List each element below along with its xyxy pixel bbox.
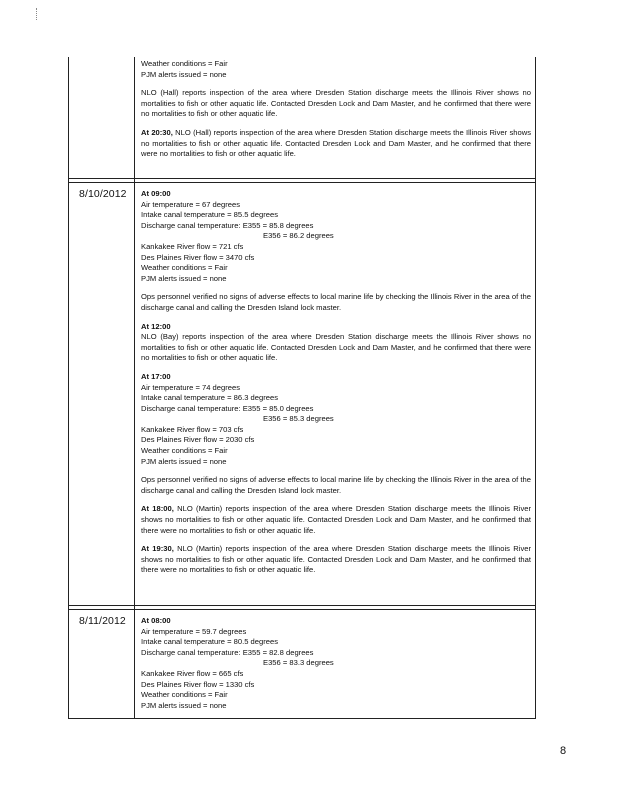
reading-line: Air temperature = 59.7 degrees [141,626,247,636]
date-cell-0810: 8/10/2012 [79,188,127,200]
time-1800: At 18:00, [141,504,174,514]
reading-line: Discharge canal temperature: E355 = 82.8 degrees [141,647,314,657]
entry-0810 [141,189,531,584]
reading-line: PJM alerts issued = none [141,700,227,710]
inspection-text-1800: NLO (Martin) reports inspection of the area where Dresden Station discharge meets the Illinois River shows no mortalities to fish or other aquatic life. Contacted Dresden Lock and Dam Master, and he confirmed that there were no mortalities to fish or other aquatic life. [141,504,531,535]
time-1930: At 19:30, [141,544,174,554]
reading-line: Kankakee River flow = 721 cfs [141,241,244,251]
page-number: 8 [560,745,567,757]
reading-line: Kankakee River flow = 703 cfs [141,424,244,434]
entry-continued [141,59,531,168]
inspection-text-2030: NLO (Hall) reports inspection of the area where Dresden Station discharge meets the Illinois River shows no mortalities to fish or other aquatic life. Contacted Dresden Lock and Dam Master, and he confirmed that there were no mortalities to fish or other aquatic life. [141,127,531,159]
time-2030: At 20:30, [141,127,173,137]
reading-line: PJM alerts issued = none [141,456,227,466]
reading-line: Weather conditions = Fair [141,690,228,700]
ops-paragraph: Ops personnel verified no signs of adverse effects to local marine life by checking the Illinois River in the area of the discharge canal and calling the Dresden Island lock master. [141,292,531,312]
inspection-text-1930: NLO (Martin) reports inspection of the area where Dresden Station discharge meets the Illinois River shows no mortalities to fish or other aquatic life. Contacted Dresden Lock and Dam Master, and he confirmed that there were no mortalities to fish or other aquatic life. [141,544,531,575]
ops-paragraph-2: Ops personnel verified no signs of adverse effects to local marine life by checking the Illinois River in the area of the discharge canal and calling the Dresden Island lock master. [141,475,531,495]
reading-line: Discharge canal temperature: E355 = 85.0 degrees [141,403,314,413]
reading-line: Intake canal temperature = 86.3 degrees [141,393,278,403]
log-table [68,57,536,719]
reading-line: Discharge canal temperature: E355 = 85.8 degrees [141,220,314,230]
inspection-paragraph-1800 [141,504,531,536]
reading-line: Air temperature = 67 degrees [141,199,240,209]
time-0900: At 09:00 [141,189,171,198]
reading-line-e356: E356 = 83.3 degrees [263,658,334,668]
reading-line-e356: E356 = 86.2 degrees [263,231,334,241]
reading-line: Kankakee River flow = 665 cfs [141,668,244,678]
reading-line: Weather conditions = Fair [141,263,228,273]
inspection-paragraph-2030 [141,128,531,160]
reading-line: Des Plaines River flow = 2030 cfs [141,435,255,445]
time-1200: At 12:00 [141,321,171,331]
column-divider [134,57,135,718]
row-separator [69,178,535,183]
inspection-paragraph: NLO (Hall) reports inspection of the area where Dresden Station discharge meets the Illinois River shows no mortalities to fish or other aquatic life. Contacted Dresden Lock and Dam Master, and he confirmed that there were no mortalities to fish or other aquatic life. [141,88,531,119]
reading-line: Weather conditions = Fair [141,446,228,456]
time-1700: At 17:00 [141,371,171,381]
reading-line: PJM alerts issued = none [141,273,227,283]
reading-line: Air temperature = 74 degrees [141,382,240,392]
reading-line: Des Plaines River flow = 1330 cfs [141,679,255,689]
time-0800: At 08:00 [141,616,171,625]
scan-mark [36,8,38,20]
reading-line: Intake canal temperature = 85.5 degrees [141,210,278,220]
pjm-line: PJM alerts issued = none [141,69,227,79]
inspection-paragraph-1930 [141,544,531,576]
reading-line: Intake canal temperature = 80.5 degrees [141,637,278,647]
inspection-paragraph-1200: NLO (Bay) reports inspection of the area where Dresden Station discharge meets the Illinois River shows no mortalities to fish or other aquatic life. Contacted Dresden Lock and Dam Master, and he confirmed that there were no mortalities to fish or other aquatic life. [141,332,531,363]
reading-line: Des Plaines River flow = 3470 cfs [141,252,255,262]
row-separator [69,605,535,610]
reading-line-e356: E356 = 85.3 degrees [263,414,334,424]
weather-line: Weather conditions = Fair [141,59,228,68]
entry-0811 [141,616,531,711]
date-cell-0811: 8/11/2012 [79,615,126,627]
